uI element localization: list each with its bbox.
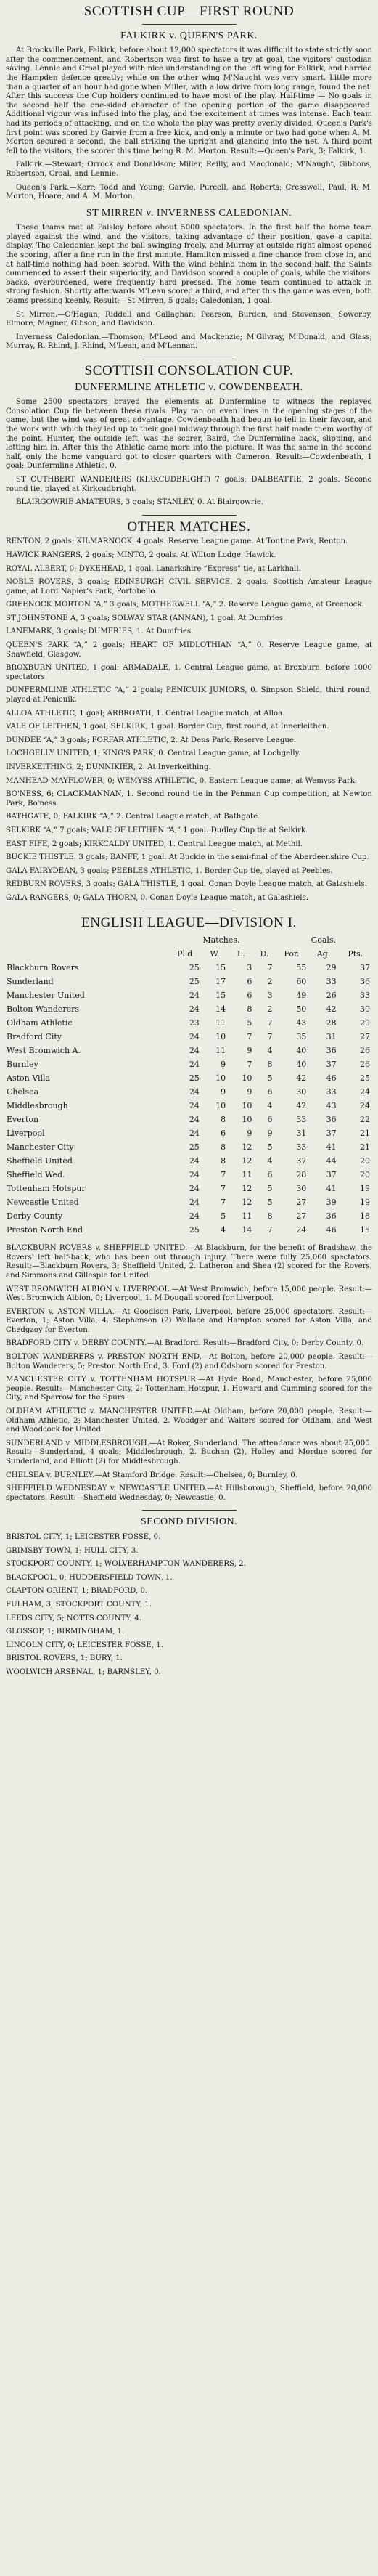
team-name-cell: Bradford City [7, 1032, 62, 1042]
table-row [6, 1071, 372, 1085]
table-row [6, 1223, 372, 1237]
result-line: GALA FAIRYDEAN, 3 goals; PEEBLES ATHLETIC, 1. Border Cup tie, played at Peebles. [6, 866, 333, 875]
stat-cell: 50 [296, 1004, 307, 1015]
table-row [6, 1168, 372, 1182]
divider [142, 1510, 237, 1511]
result-line: QUEEN'S PARK “A,” 2 goals; HEART OF MIDLOTHIAN “A,” 0. Reserve League game, at Shawfield, Glasgow. [6, 641, 372, 659]
stat-cell: 7 [267, 963, 273, 973]
stat-cell: 7 [267, 1018, 273, 1028]
stat-cell: 9 [247, 1129, 252, 1139]
stat-cell: 37 [360, 963, 370, 973]
stat-cell: 6 [221, 1129, 226, 1139]
stat-cell: 12 [242, 1142, 252, 1153]
team-name-cell: Sunderland [7, 977, 54, 987]
stat-cell: 24 [189, 1184, 200, 1194]
section-heading: SCOTTISH CUP—FIRST ROUND [83, 4, 295, 19]
table-row [6, 975, 372, 988]
stat-cell: 9 [221, 1087, 226, 1097]
stat-cell: 36 [326, 1046, 337, 1056]
table-row [6, 1195, 372, 1209]
team-name-cell: Aston Villa [7, 1073, 51, 1084]
column-header: W. [210, 949, 220, 959]
stat-cell: 21 [360, 1142, 370, 1153]
stat-cell: 24 [189, 1004, 200, 1015]
team-lineup: Queen's Park.—Kerr; Todd and Young; Garvie, Purcell, and Roberts; Cresswell, Paul, R. M. Morton, Hoare, and A. M. Morton. [6, 183, 372, 201]
team-name-cell: Sheffield United [7, 1156, 73, 1166]
result-line: FULHAM, 3; STOCKPORT COUNTY, 1. [6, 1600, 152, 1609]
stat-cell: 20 [360, 1170, 370, 1180]
stat-cell: 30 [296, 1087, 307, 1097]
stat-cell: 24 [296, 1225, 307, 1235]
stat-cell: 24 [189, 1087, 200, 1097]
match-report: SUNDERLAND v. MIDDLESBROUGH.—At Roker, Sunderland. The attendance was about 25,000. Result:—Sunderland, 4 goals; Middlesbrough, 2. Buchan (2), Holley and Mordue scored for Sunderland, and Elliott (2) for Middlesbrough. [6, 1439, 372, 1466]
stat-cell: 42 [296, 1073, 307, 1084]
stat-cell: 24 [189, 1115, 200, 1125]
stat-cell: 3 [247, 963, 252, 973]
stat-cell: 28 [326, 1018, 337, 1028]
stat-cell: 39 [326, 1198, 337, 1208]
report-paragraph: Some 2500 spectators braved the elements at Dunfermline to witness the replayed Consolation Cup tie between these rivals. Play ran on even lines in the opening stages of the game, but the wind was of great advantage. Cowdenbeath had begun to tell in their favour, and the work with which they led up to their goal midway through the first half made them worthy of the point. Hunter, the outside left, was the scorer, Baird, the Dunfermline back, slipping, and letting him in. After this the Athletic came more into the picture. It was the same in the second half, only the home vanguard got to closer quarters with Cameron. Result:—Cowdenbeath, 1 goal; Dunfermline Athletic, 0. [6, 398, 372, 471]
stat-cell: 44 [326, 1156, 337, 1166]
stat-cell: 27 [296, 1211, 307, 1222]
stat-cell: 35 [296, 1032, 307, 1042]
stat-cell: 6 [247, 977, 252, 987]
match-report: CHELSEA v. BURNLEY.—At Stamford Bridge. Result:—Chelsea, 0; Burnley, 0. [6, 1471, 298, 1479]
stat-cell: 8 [267, 1211, 273, 1222]
result-line: DUNFERMLINE ATHLETIC “A,” 2 goals; PENICUIK JUNIORS, 0. Simpson Shield, third round, played at Penicuik. [6, 686, 372, 704]
team-name-cell: Manchester United [7, 991, 85, 1001]
stat-cell: 2 [267, 977, 273, 987]
table-row [6, 1030, 372, 1044]
stat-cell: 4 [267, 1101, 273, 1111]
stat-cell: 26 [360, 1060, 370, 1070]
match-report: OLDHAM ATHLETIC v. MANCHESTER UNITED.—At Oldham, before 20,000 people. Result:—Oldham Athletic, 2; Manchester United, 2. Woodger and Walters scored for Oldham, and West and Woodcock for United. [6, 1407, 372, 1434]
team-name-cell: Blackburn Rovers [7, 963, 79, 973]
team-name-cell: Preston North End [7, 1225, 83, 1235]
stat-cell: 20 [360, 1156, 370, 1166]
stat-cell: 24 [189, 1060, 200, 1070]
table-row [6, 1085, 372, 1099]
stat-cell: 6 [267, 1170, 273, 1180]
stat-cell: 24 [189, 1046, 200, 1056]
stat-cell: 9 [221, 1060, 226, 1070]
result-line: NOBLE ROVERS, 3 goals; EDINBURGH CIVIL SERVICE, 2 goals. Scottish Amateur League game, at Lord Napier's Park, Portobello. [6, 578, 372, 596]
stat-cell: 6 [267, 1087, 273, 1097]
scottish-cup-section [6, 4, 372, 352]
column-header: For. [284, 949, 300, 959]
section-heading: ENGLISH LEAGUE—DIVISION I. [81, 914, 297, 930]
stat-cell: 37 [326, 1170, 337, 1180]
match-report: BLACKBURN ROVERS v. SHEFFIELD UNITED.—At Blackburn, for the benefit of Bradshaw, the Rovers' left half-back, who has been out through injury. There were fully 25,000 spectators. Result:—Blackburn Rovers, 3; Sheffield United, 2. Latheron and Shea (2) scored for the Rovers, and Simmons and Gillespie for United. [6, 1244, 372, 1280]
team-lineup: Inverness Caledonian.—Thomson; M'Leod and Mackenzie; M'Gilvray, M'Donald, and Glass; Murray, R. Rhind, J. Rhind, M'Lean, and M'Lennan. [6, 333, 372, 351]
stat-cell: 26 [326, 991, 337, 1001]
stat-cell: 36 [326, 1211, 337, 1222]
stat-cell: 4 [267, 1046, 273, 1056]
stat-cell: 46 [326, 1073, 337, 1084]
table-row [6, 1057, 372, 1071]
stat-cell: 11 [242, 1211, 252, 1222]
stat-cell: 46 [326, 1225, 337, 1235]
stat-cell: 14 [242, 1225, 252, 1235]
stat-cell: 10 [215, 1032, 226, 1042]
team-lineup: Falkirk.—Stewart; Orrock and Donaldson; Miller, Reilly, and Macdonald; M'Naught, Gibbons, Robertson, Croal, and Lennie. [6, 161, 372, 178]
stat-cell: 5 [247, 1018, 252, 1028]
stat-cell: 29 [326, 963, 337, 973]
match-report: MANCHESTER CITY v. TOTTENHAM HOTSPUR.—At Hyde Road, Manchester, before 25,000 people. Result:—Manchester City, 2; Tottenham Hotspur, 1. Howard and Cumming scored for the City, and Sparrow for the Spurs. [6, 1376, 372, 1402]
result-line: BROXBURN UNITED, 1 goal; ARMADALE, 1. Central League game, at Broxburn, before 1000 spectators. [6, 664, 372, 681]
stat-cell: 7 [267, 1032, 273, 1042]
stat-cell: 24 [189, 1101, 200, 1111]
stat-cell: 24 [189, 1198, 200, 1208]
column-header: Pts. [348, 949, 363, 959]
stat-cell: 15 [215, 991, 226, 1001]
stat-cell: 33 [296, 1115, 307, 1125]
stat-cell: 25 [189, 963, 200, 973]
stat-cell: 55 [296, 963, 307, 973]
match-report: BOLTON WANDERERS v. PRESTON NORTH END.—At Bolton, before 20,000 people. Result:—Bolton Wanderers, 5; Preston North End, 3. Ford (2) and Odsborn scored for Preston. [6, 1353, 372, 1370]
stat-cell: 24 [189, 1156, 200, 1166]
results-list [6, 537, 372, 903]
stat-cell: 11 [215, 1018, 226, 1028]
stat-cell: 30 [296, 1184, 307, 1194]
team-name-cell: West Bromwich A. [7, 1046, 81, 1056]
second-division-section [6, 1518, 372, 1677]
table-row [6, 988, 372, 1002]
table-row [6, 1044, 372, 1057]
column-header: D. [260, 949, 269, 959]
stat-cell: 12 [242, 1198, 252, 1208]
table-row [6, 1154, 372, 1168]
team-name-cell: Derby County [7, 1211, 63, 1222]
matches-group-header: Matches. [202, 935, 240, 946]
stat-cell: 60 [296, 977, 307, 987]
team-name-cell: Newcastle United [7, 1198, 79, 1208]
match-title: ST MIRREN v. INVERNESS CALEDONIAN. [86, 207, 292, 219]
stat-cell: 10 [242, 1115, 252, 1125]
stat-cell: 26 [360, 1046, 370, 1056]
stat-cell: 15 [215, 963, 226, 973]
stat-cell: 5 [221, 1211, 226, 1222]
stat-cell: 40 [296, 1060, 307, 1070]
table-row [6, 1099, 372, 1113]
stat-cell: 8 [247, 1004, 252, 1015]
stat-cell: 18 [360, 1211, 370, 1222]
column-header: L. [237, 949, 245, 959]
result-line: REDBURN ROVERS, 3 goals; GALA THISTLE, 1 goal. Conan Doyle League match, at Galashiels. [6, 880, 367, 889]
team-name-cell: Everton [7, 1115, 39, 1125]
stat-cell: 7 [221, 1184, 226, 1194]
team-name-cell: Burnley [7, 1060, 38, 1070]
match-report: BRADFORD CITY v. DERBY COUNTY.—At Bradford. Result:—Bradford City, 0; Derby County, 0. [6, 1339, 364, 1348]
stat-cell: 5 [267, 1073, 273, 1084]
stat-cell: 22 [360, 1115, 370, 1125]
result-line: LEEDS CITY, 5; NOTTS COUNTY, 4. [6, 1614, 141, 1622]
stat-cell: 42 [296, 1101, 307, 1111]
match-title: FALKIRK v. QUEEN'S PARK. [120, 30, 258, 41]
section-heading: SECOND DIVISION. [140, 1516, 238, 1528]
result-line: GLOSSOP, 1; BIRMINGHAM, 1. [6, 1628, 125, 1636]
other-matches-section [6, 519, 372, 903]
stat-cell: 11 [215, 1046, 226, 1056]
result-line: EAST FIFE, 2 goals; KIRKCALDY UNITED, 1. Central League match, at Methil. [6, 840, 303, 848]
table-row [6, 1182, 372, 1195]
results-list [6, 1533, 372, 1678]
stat-cell: 33 [326, 1087, 337, 1097]
stat-cell: 24 [189, 991, 200, 1001]
english-league-section [6, 914, 372, 1503]
table-row [6, 1016, 372, 1030]
stat-cell: 12 [242, 1184, 252, 1194]
result-line: BLAIRGOWRIE AMATEURS, 3 goals; STANLEY, 0. At Blairgowrie. [16, 498, 264, 507]
stat-cell: 19 [360, 1184, 370, 1194]
match-report: EVERTON v. ASTON VILLA.—At Goodison Park, Liverpool, before 25,000 spectators. Result:—Everton, 1; Aston Villa, 4. Stephenson (2) Wallace and Hampton scored for Aston Villa, and Chedgzoy for Everton. [6, 1307, 372, 1334]
stat-cell: 25 [189, 1225, 200, 1235]
team-name-cell: Sheffield Wed. [7, 1170, 65, 1180]
stat-cell: 8 [221, 1115, 226, 1125]
stat-cell: 7 [221, 1170, 226, 1180]
team-name-cell: Chelsea [7, 1087, 39, 1097]
stat-cell: 25 [189, 1142, 200, 1153]
stat-cell: 31 [326, 1032, 337, 1042]
stat-cell: 36 [360, 977, 370, 987]
result-line: BATHGATE, 0; FALKIRK “A,” 2. Central League match, at Bathgate. [6, 813, 260, 821]
result-line: BRISTOL ROVERS, 1; BURY, 1. [6, 1654, 123, 1663]
match-report [6, 32, 372, 202]
table-row [6, 1209, 372, 1223]
team-name-cell: Manchester City [7, 1142, 74, 1153]
stat-cell: 23 [189, 1018, 200, 1028]
result-line: LANEMARK, 3 goals; DUMFRIES, 1. At Dumfries. [6, 627, 194, 636]
result-line: ST JOHNSTONE A, 3 goals; SOLWAY STAR (ANNAN), 1 goal. At Dumfries. [6, 614, 286, 622]
stat-cell: 6 [267, 1115, 273, 1125]
result-line: ROYAL ALBERT, 0; DYKEHEAD, 1 goal. Lanarkshire “Express” tie, at Larkhall. [6, 564, 301, 573]
stat-cell: 8 [221, 1142, 226, 1153]
stat-cell: 5 [267, 1184, 273, 1194]
table-row [6, 1002, 372, 1016]
stat-cell: 10 [215, 1101, 226, 1111]
stat-cell: 24 [360, 1087, 370, 1097]
section-heading: SCOTTISH CONSOLATION CUP. [84, 363, 294, 378]
result-line: DUNDEE “A,” 3 goals; FORFAR ATHLETIC, 2. At Dens Park. Reserve League. [6, 736, 297, 744]
stat-cell: 24 [189, 1032, 200, 1042]
result-line: HAWICK RANGERS, 2 goals; MINTO, 2 goals. At Wilton Lodge, Hawick. [6, 550, 276, 559]
stat-cell: 25 [189, 977, 200, 987]
result-line: LOCHGELLY UNITED, 1; KING'S PARK, 0. Central League game, at Lochgelly. [6, 749, 301, 758]
stat-cell: 12 [242, 1156, 252, 1166]
stat-cell: 25 [360, 1073, 370, 1084]
table-row [6, 961, 372, 975]
team-name-cell: Middlesbrough [7, 1101, 68, 1111]
match-report: SHEFFIELD WEDNESDAY v. NEWCASTLE UNITED.—At Hillsborough, Sheffield, before 20,000 spectators. Result:—Sheffield Wednesday, 0; Newcastle, 0. [6, 1484, 372, 1502]
result-line: GALA RANGERS, 0; GALA THORN, 0. Conan Doyle League match, at Galashiels. [6, 893, 309, 902]
stat-cell: 4 [267, 1156, 273, 1166]
stat-cell: 40 [296, 1046, 307, 1056]
stat-cell: 24 [189, 1170, 200, 1180]
stat-cell: 27 [296, 1198, 307, 1208]
section-heading: OTHER MATCHES. [127, 519, 251, 535]
goals-group-header: Goals. [311, 935, 337, 946]
stat-cell: 6 [247, 991, 252, 1001]
stat-cell: 43 [326, 1101, 337, 1111]
column-header [6, 947, 168, 961]
stat-cell: 25 [189, 1073, 200, 1084]
result-line: GREENOCK MORTON “A,” 3 goals; MOTHERWELL “A,” 2. Reserve League game, at Greenock. [6, 601, 364, 609]
table-row [6, 1140, 372, 1154]
stat-cell: 19 [360, 1198, 370, 1208]
stat-cell: 9 [267, 1129, 273, 1139]
result-line: INVERKEITHING, 2; DUNNIKIER, 2. At Inverkeithing. [6, 763, 211, 771]
stat-cell: 9 [247, 1087, 252, 1097]
stat-cell: 33 [360, 991, 370, 1001]
result-line: WOOLWICH ARSENAL, 1; BARNSLEY, 0. [6, 1667, 161, 1676]
stat-cell: 33 [326, 977, 337, 987]
stat-cell: 2 [267, 1004, 273, 1015]
stat-cell: 30 [360, 1004, 370, 1015]
stat-cell: 24 [189, 1129, 200, 1139]
stat-cell: 37 [326, 1060, 337, 1070]
league-reports [6, 1244, 372, 1503]
result-line: ALLOA ATHLETIC, 1 goal; ARBROATH, 1. Central League match, at Alloa. [6, 709, 285, 718]
stat-cell: 43 [296, 1018, 307, 1028]
match-report [6, 383, 372, 471]
table-row [6, 1126, 372, 1140]
stat-cell: 10 [215, 1073, 226, 1084]
team-name-cell: Liverpool [7, 1129, 45, 1139]
stat-cell: 5 [267, 1198, 273, 1208]
stat-cell: 10 [242, 1073, 252, 1084]
stat-cell: 33 [296, 1142, 307, 1153]
table-row [6, 1113, 372, 1126]
stat-cell: 9 [247, 1046, 252, 1056]
result-line: MANHEAD MAYFLOWER, 0; WEMYSS ATHLETIC, 0. Eastern League game, at Wemyss Park. [6, 776, 358, 785]
match-report: WEST BROMWICH ALBION v. LIVERPOOL.—At West Bromwich, before 15,000 people. Result:—West Bromwich Albion, 0; Liverpool, 1. M'Dougall scored for Liverpool. [6, 1285, 372, 1303]
result-line: STOCKPORT COUNTY, 1; WOLVERHAMPTON WANDERERS, 2. [6, 1560, 246, 1569]
team-name-cell: Tottenham Hotspur [7, 1184, 86, 1194]
stat-cell: 41 [326, 1184, 337, 1194]
stat-cell: 8 [267, 1060, 273, 1070]
result-line: BUCKIE THISTLE, 3 goals; BANFF, 1 goal. At Buckie in the semi-final of the Aberdeenshire Cup. [6, 853, 369, 862]
stat-cell: 4 [221, 1225, 226, 1235]
result-line: CLAPTON ORIENT, 1; BRADFORD, 0. [6, 1587, 148, 1596]
stat-cell: 42 [326, 1004, 337, 1015]
column-header: Pl'd [177, 949, 193, 959]
stat-cell: 8 [221, 1156, 226, 1166]
consolation-cup-section [6, 363, 372, 508]
stat-cell: 15 [360, 1225, 370, 1235]
result-line: VALE OF LEITHEN, 1 goal; SELKIRK, 1 goal. Border Cup, first round, at Innerleithen. [6, 723, 329, 731]
stat-cell: 5 [267, 1142, 273, 1153]
divider [142, 24, 237, 25]
newspaper-page [6, 0, 372, 1678]
stat-cell: 7 [221, 1198, 226, 1208]
stat-cell: 24 [360, 1101, 370, 1111]
result-line: SELKIRK “A,” 7 goals; VALE OF LEITHEN “A,” 1 goal. Dudley Cup tie at Selkirk. [6, 826, 308, 834]
team-name-cell: Bolton Wanderers [7, 1004, 80, 1015]
league-table [6, 933, 372, 1237]
stat-cell: 21 [360, 1129, 370, 1139]
result-line: LINCOLN CITY, 0; LEICESTER FOSSE, 1. [6, 1641, 163, 1649]
stat-cell: 31 [296, 1129, 307, 1139]
result-line: GRIMSBY TOWN, 1; HULL CITY, 3. [6, 1546, 139, 1555]
stat-cell: 41 [326, 1142, 337, 1153]
column-header: Ag. [316, 949, 331, 959]
stat-cell: 17 [215, 977, 226, 987]
team-name-cell: Oldham Athletic [7, 1018, 73, 1028]
report-paragraph: At Brockville Park, Falkirk, before about 12,000 spectators it was difficult to state strictly soon after the commencement, and Robertson was first to have a try at goal, the visitors' custodian saving. Lennie and Croal played with nice understanding on the left wing for Falkirk, and harried the Hampden defence greatly; while on the other wing M'Naught was very smart. Little more than a quarter of an hour had gone when Miller, with a low drive from long range, found the net. After this success the Cup holders continued to have most of the play. Half-time — No goals in the second half the one-sided character of the opening portion of the game disappeared. Additional vigour was infused into the play, and the excitement at times was intense. Each team had its periods of attacking, and on the whole the play was pretty evenly divided. Queen's Park's first point was scored by Garvie from a free kick, and only a minute or two had gone when A. M. Morton secured a second, the ball striking the upright and glancing into the net. A third point fell to the visitors, the scorer this time being R. M. Morton. Result:—Queen's Park, 3; Falkirk, 1. [6, 46, 372, 155]
stat-cell: 11 [242, 1170, 252, 1180]
stat-cell: 27 [360, 1032, 370, 1042]
stat-cell: 36 [326, 1115, 337, 1125]
stat-cell: 49 [296, 991, 307, 1001]
match-report [6, 209, 372, 352]
result-line: RENTON, 2 goals; KILMARNOCK, 4 goals. Reserve League game. At Tontine Park, Renton. [6, 537, 348, 546]
report-paragraph: These teams met at Paisley before about 5000 spectators. In the first half the home team played against the wind, and the visitors, taking advantage of their position, gave a capital display. The Caledonian kept the ball swinging freely, and Murray at outside right almost opened the scoring, after a fine run in the first minute. Hamilton missed a fine chance from close in, and at half-time nothing had been scored. With the wind behind them in the second half, the Saints commenced to assert their superiority, and Davidson scored a couple of goals, while the visitors' backs, overburdened, were frequently hard pressed. The home team continued to attack in strong fashion. Shortly afterwards M'Lean scored a third, and after this the game was even, both teams pressing keenly. Result:—St Mirren, 5 goals; Caledonian, 1 goal. [6, 224, 372, 306]
stat-cell: 28 [296, 1170, 307, 1180]
result-line: BO'NESS, 6; CLACKMANNAN, 1. Second round tie in the Penman Cup competition, at Newton Park, Bo'ness. [6, 790, 372, 808]
divider [142, 515, 237, 516]
result-line: ST CUTHBERT WANDERERS (KIRKCUDBRIGHT) 7 goals; DALBEATTIE, 2 goals. Second round tie, played at Kirkcudbright. [6, 475, 372, 493]
result-line: BLACKPOOL, 0; HUDDERSFIELD TOWN, 1. [6, 1573, 173, 1582]
stat-cell: 7 [247, 1032, 252, 1042]
team-lineup: St Mirren.—O'Hagan; Riddell and Callaghan; Pearson, Burden, and Stevenson; Sowerby, Elmore, Magner, Gibson, and Davidson. [6, 310, 372, 328]
stat-cell: 24 [189, 1211, 200, 1222]
stat-cell: 37 [296, 1156, 307, 1166]
stat-cell: 37 [326, 1129, 337, 1139]
league-column-headers [6, 947, 372, 961]
stat-cell: 3 [267, 991, 273, 1001]
league-table-body [6, 961, 372, 1237]
result-line: BRISTOL CITY, 1; LEICESTER FOSSE, 0. [6, 1532, 161, 1541]
stat-cell: 7 [247, 1060, 252, 1070]
stat-cell: 29 [360, 1018, 370, 1028]
stat-cell: 7 [267, 1225, 273, 1235]
stat-cell: 10 [242, 1101, 252, 1111]
stat-cell: 14 [215, 1004, 226, 1015]
match-title: DUNFERMLINE ATHLETIC v. COWDENBEATH. [75, 381, 303, 393]
